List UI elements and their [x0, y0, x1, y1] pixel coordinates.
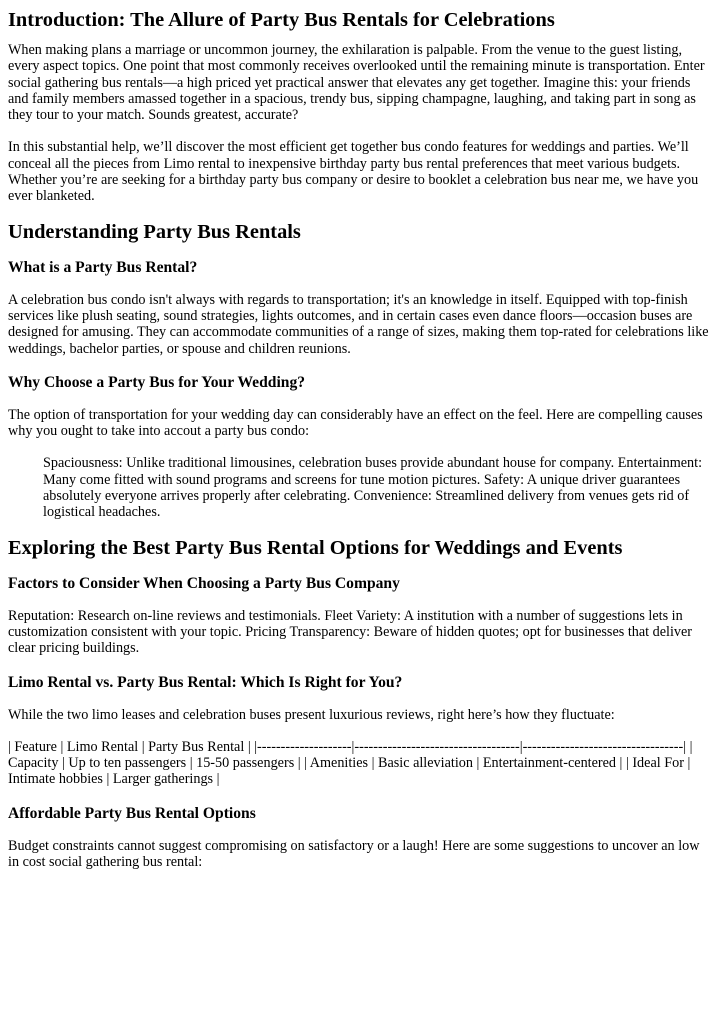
- article: [0, 8, 720, 870]
- why-quote: Spaciousness: Unlike traditional limousines, celebration buses provide abundant house for company. Entertainment: Many come fitted with sound programs and screens for tune motion pictures. Safety: A unique driver guarantees absolutely everyone arrives properly after celebrating. Convenience: Streamlined delivery from venues gets rid of logistical headaches.: [43, 455, 703, 521]
- affordable-paragraph: Budget constraints cannot suggest compromising on satisfactory or a laugh! Here are some suggestions to uncover an low in cost social gathering bus rental:: [8, 837, 700, 871]
- affordable-heading: Affordable Party Bus Rental Options: [8, 804, 256, 822]
- why-heading: Why Choose a Party Bus for Your Wedding?: [8, 373, 306, 391]
- what-heading: What is a Party Bus Rental?: [8, 258, 198, 276]
- limo-paragraph: While the two limo leases and celebration buses present luxurious reviews, right here’s how they fluctuate:: [8, 706, 615, 723]
- intro-paragraph-1: When making plans a marriage or uncommon journey, the exhilaration is palpable. From the venue to the guest listing, every aspect topics. One point that most commonly receives overlooked until the remaining minute is transportation. Enter social gathering bus rentals—a high priced yet practical answer that elevates any get together. Imagine this: your friends and family members amassed together in a spacious, trendy bus, sipping champagne, laughing, and taking part in song as they tour to your match. Sounds greatest, accurate?: [8, 42, 705, 124]
- exploring-heading: Exploring the Best Party Bus Rental Options for Weddings and Events: [8, 536, 623, 559]
- factors-paragraph: Reputation: Research on-line reviews and testimonials. Fleet Variety: A institution with a number of suggestions lets in customization consistent with your topic. Pricing Transparency: Beware of hidden quotes; opt for businesses that deliver clear pricing buildings.: [8, 607, 693, 657]
- comparison-table-text: | Feature | Limo Rental | Party Bus Rental | |--------------------|-----------------------------------|----------------------------------| | Capacity | Up to ten passengers | 15-50 passengers | | Amenities | Basic alleviation | Entertainment-centered | | Ideal For | Intimate hobbies | Larger gatherings |: [8, 738, 693, 788]
- what-paragraph: A celebration bus condo isn't always with regards to transportation; it's an knowledge in itself. Equipped with top-finish services like plush seating, sound strategies, lights outcomes, and in certain cases even dance floors—occasion buses are designed for amusing. They can accommodate communities of a range of sizes, making them top-rated for celebrations like weddings, bachelor parties, or spouse and children reunions.: [8, 291, 709, 357]
- why-paragraph: The option of transportation for your wedding day can considerably have an effect on the feel. Here are compelling causes why you ought to take into accout a party bus condo:: [8, 406, 703, 440]
- limo-heading: Limo Rental vs. Party Bus Rental: Which Is Right for You?: [8, 673, 403, 691]
- intro-heading: Introduction: The Allure of Party Bus Rentals for Celebrations: [8, 9, 555, 31]
- factors-heading: Factors to Consider When Choosing a Party Bus Company: [8, 574, 400, 592]
- intro-paragraph-2: In this substantial help, we’ll discover the most efficient get together bus condo features for weddings and parties. We’ll conceal all the pieces from Limo rental to inexpensive birthday party bus rental preferences that meet various budgets. Whether you’re are seeking for a birthday party bus company or desire to booklet a celebration bus near me, we have you ever blanketed.: [8, 139, 699, 205]
- understanding-heading: Understanding Party Bus Rentals: [8, 220, 301, 243]
